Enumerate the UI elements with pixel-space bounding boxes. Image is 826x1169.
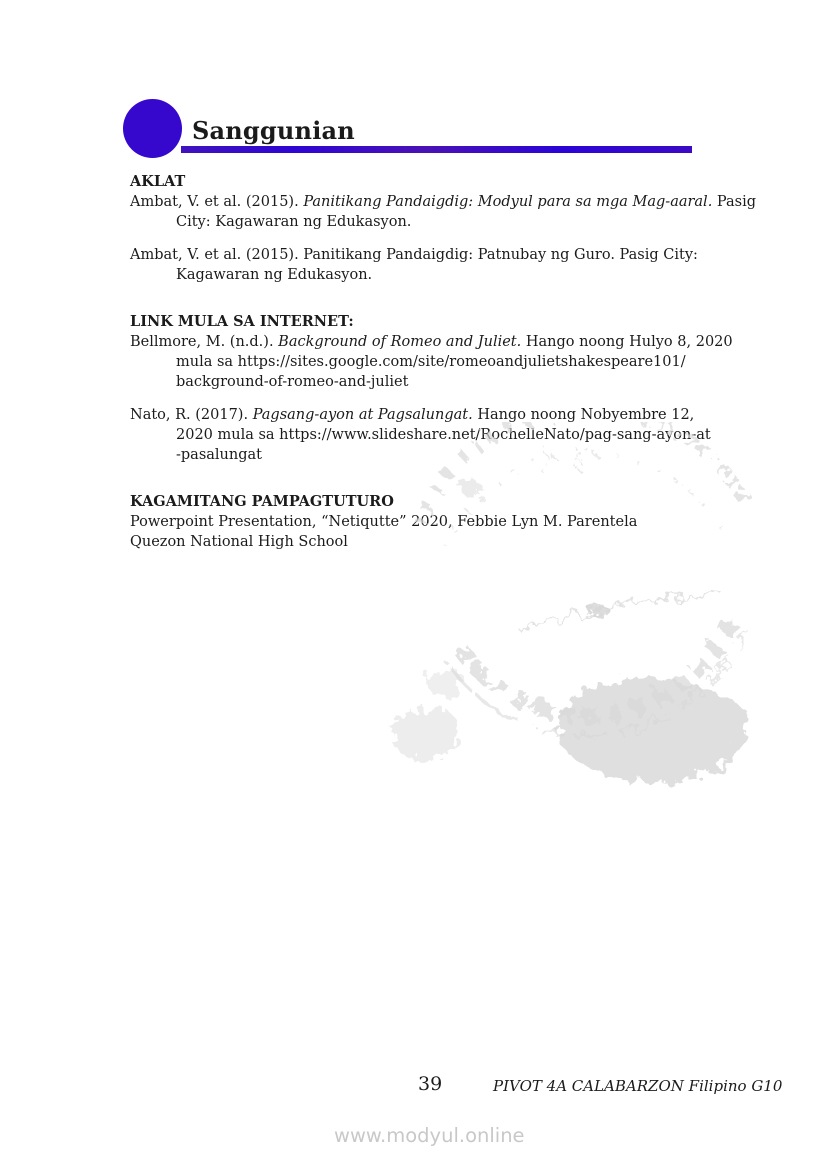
reference-text-segment: City: Kagawaran ng Edukasyon. <box>176 214 412 230</box>
reference-text-segment: 2020 mula sa https://www.slideshare.net/RochelleNato/pag-sang-ayon-at <box>176 427 711 443</box>
reference-text-segment: -pasalungat <box>176 447 262 463</box>
reference-text-segment: Hango noong Hulyo 8, 2020 <box>521 334 733 350</box>
reference-item <box>130 245 790 285</box>
reference-text-segment: Background of Romeo and Juliet. <box>278 334 522 350</box>
reference-text-segment: Hango noong Nobyembre 12, <box>472 407 695 423</box>
reference-line <box>130 192 790 212</box>
reference-line <box>130 372 790 392</box>
reference-item <box>130 332 790 392</box>
reference-section <box>130 312 790 465</box>
reference-line <box>130 265 790 285</box>
reference-line <box>130 245 790 265</box>
reference-text-segment: Kagawaran ng Edukasyon. <box>176 267 373 283</box>
section-bullet-icon <box>123 99 182 158</box>
reference-line <box>130 532 790 552</box>
reference-text-segment: Pagsang-ayon at Pagsalungat. <box>252 407 473 423</box>
edition-label: PIVOT 4A CALABARZON Filipino G10 <box>493 1077 783 1095</box>
reference-text-segment: Quezon National High School <box>130 534 348 550</box>
reference-line <box>130 212 790 232</box>
section-heading: AKLAT <box>130 173 186 190</box>
site-watermark: www.modyul.online <box>334 1124 525 1147</box>
reference-section <box>130 492 790 552</box>
reference-text-segment: Panitikang Pandaigdig: Modyul para sa mga Mag-aaral. <box>303 194 713 210</box>
section-heading: KAGAMITANG PAMPAGTUTURO <box>130 493 394 510</box>
reference-item <box>130 512 790 552</box>
reference-item <box>130 405 790 465</box>
reference-text-segment: Nato, R. (2017). <box>130 407 253 423</box>
page-title: Sanggunian <box>192 116 355 145</box>
reference-text-segment: Powerpoint Presentation, “Netiqutte” 2020, Febbie Lyn M. Parentela <box>130 514 638 530</box>
section-heading: LINK MULA SA INTERNET: <box>130 313 354 330</box>
reference-text-segment: Ambat, V. et al. (2015). <box>130 194 304 210</box>
reference-line <box>130 445 790 465</box>
reference-text-segment: Bellmore, M. (n.d.). <box>130 334 279 350</box>
page-number: 39 <box>418 1073 443 1095</box>
reference-line <box>130 405 790 425</box>
reference-section <box>130 172 790 285</box>
reference-line <box>130 352 790 372</box>
references-content <box>130 172 790 552</box>
reference-line <box>130 332 790 352</box>
reference-text-segment: Ambat, V. et al. (2015). Panitikang Pandaigdig: Patnubay ng Guro. Pasig City: <box>130 247 698 263</box>
reference-line <box>130 512 790 532</box>
reference-item <box>130 192 790 232</box>
header-rule <box>181 146 692 153</box>
reference-text-segment: background-of-romeo-and-juliet <box>176 374 409 390</box>
reference-text-segment: Pasig <box>712 194 757 210</box>
reference-text-segment: mula sa https://sites.google.com/site/romeoandjulietshakespeare101/ <box>176 354 686 370</box>
reference-line <box>130 425 790 445</box>
